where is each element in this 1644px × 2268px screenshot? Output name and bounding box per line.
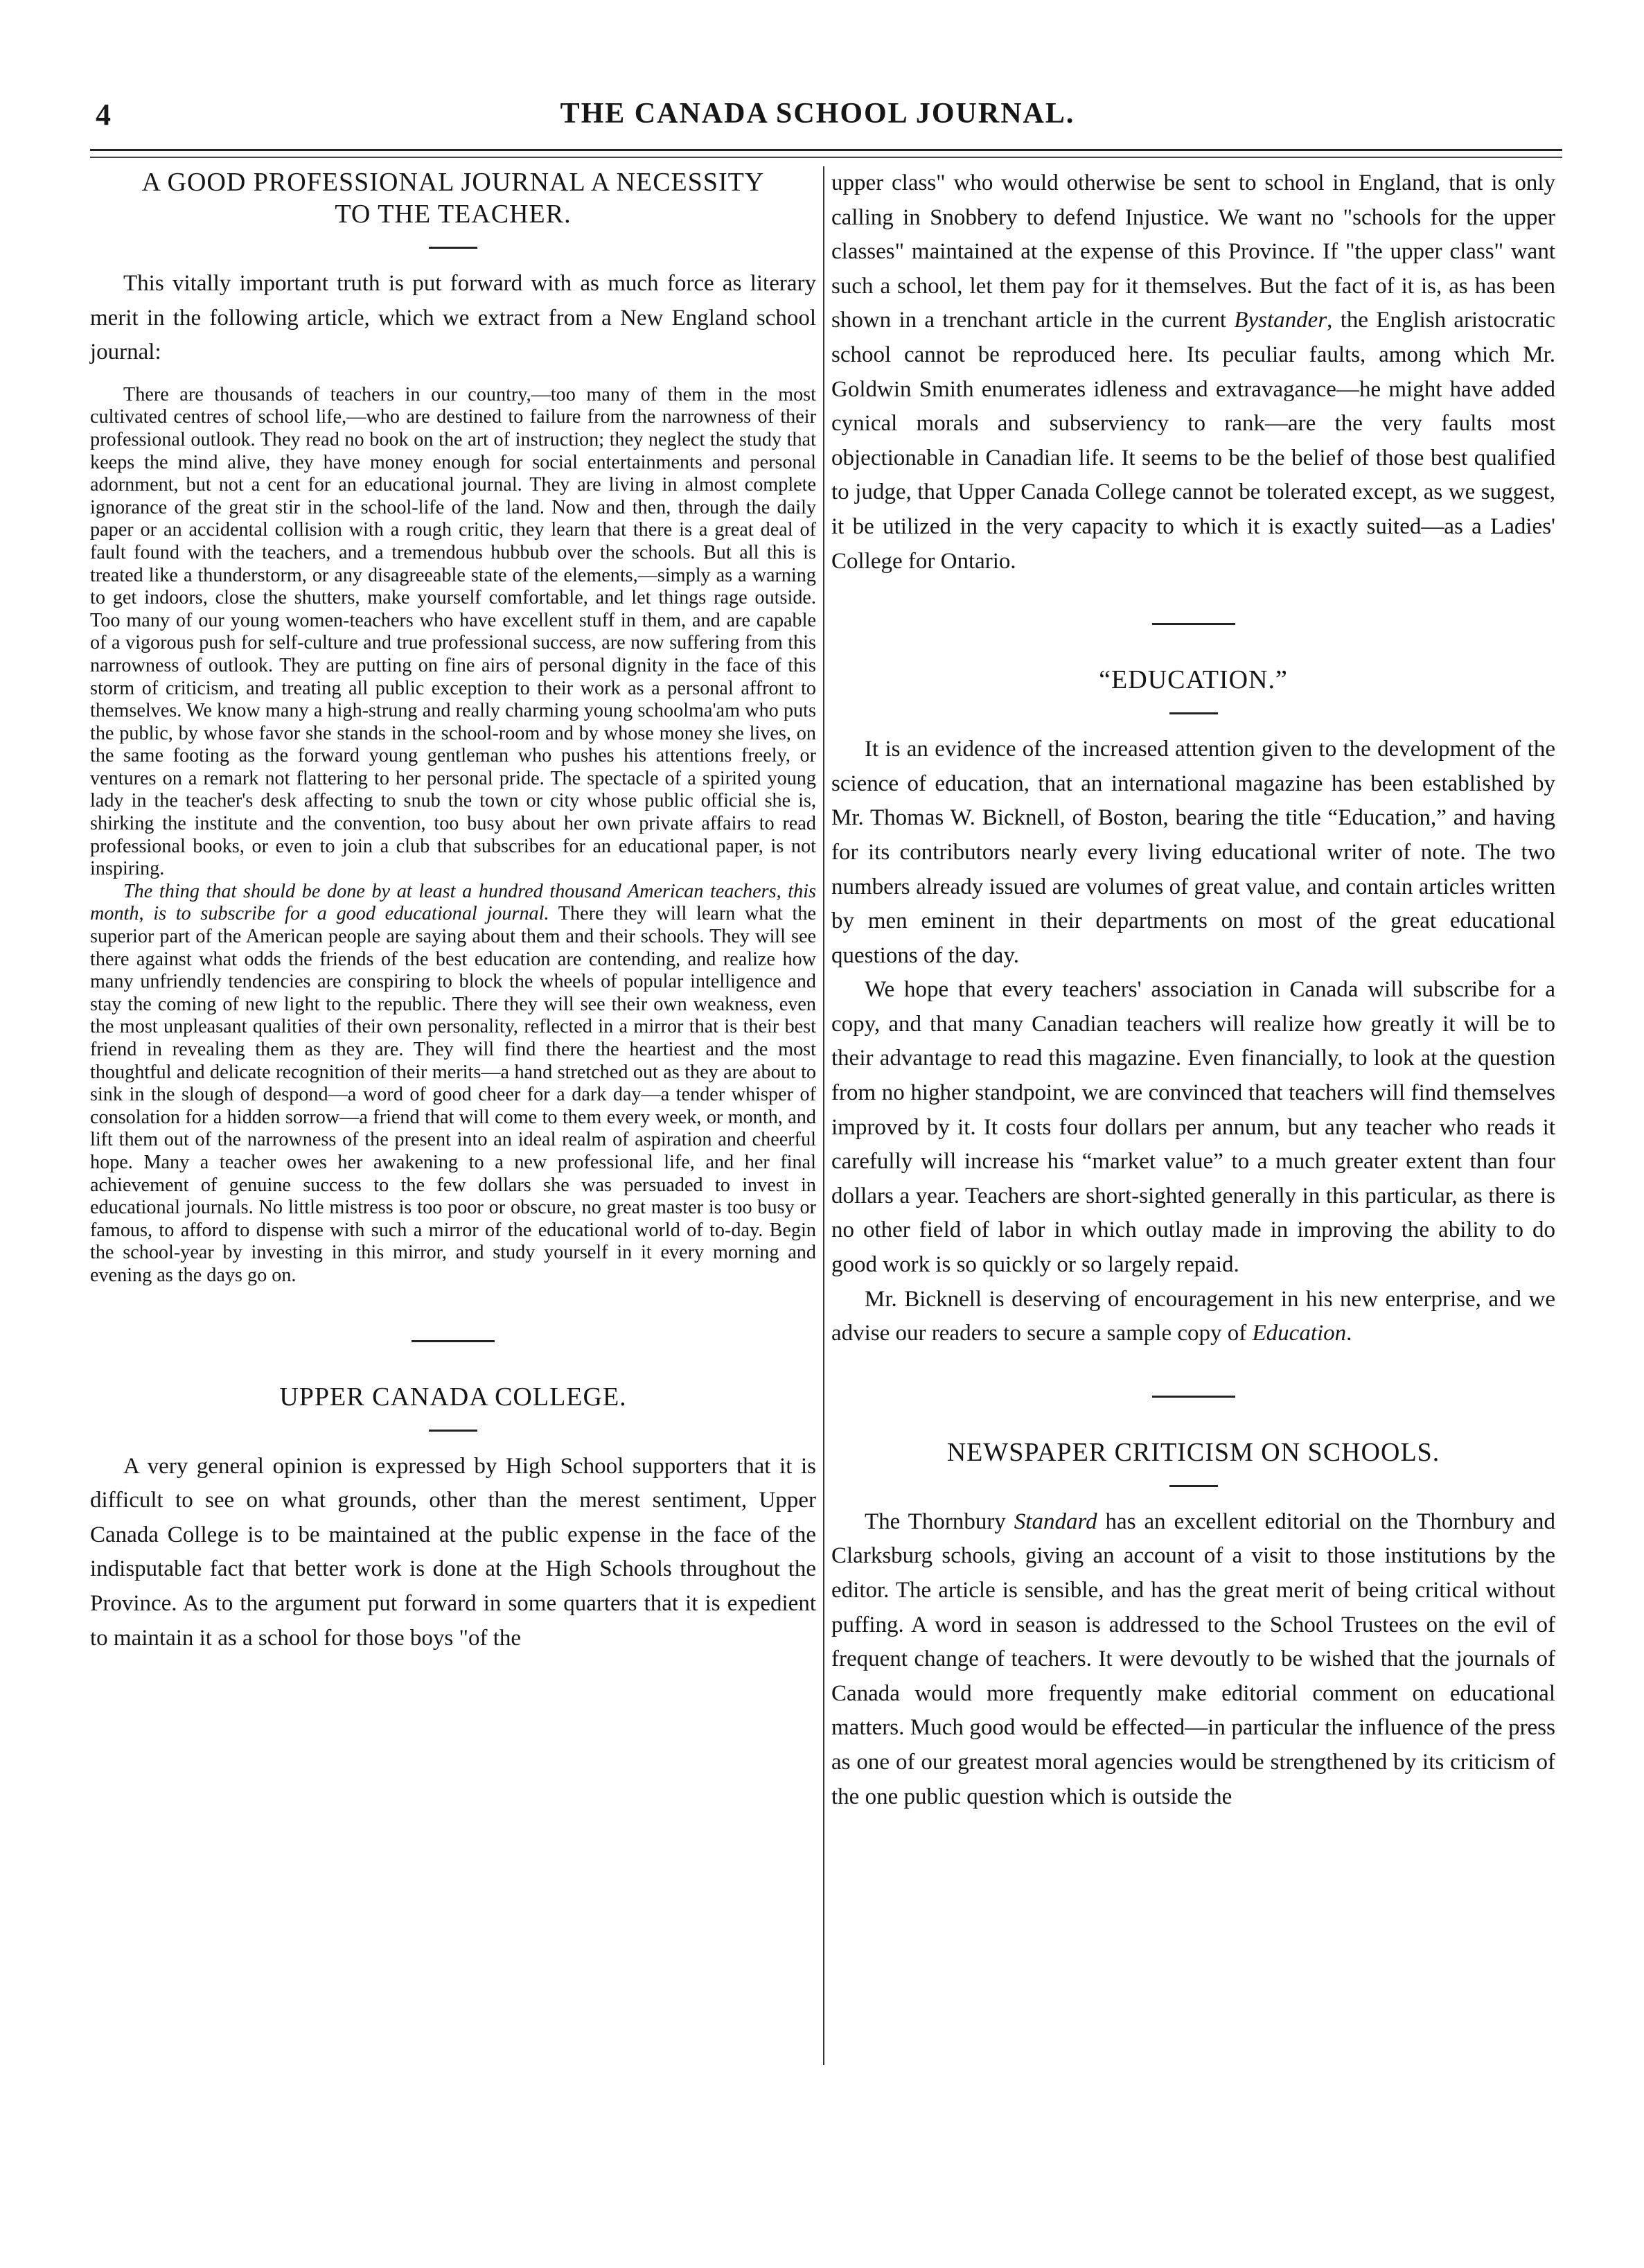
header-rule-secondary: [90, 157, 1562, 158]
italic-emphasis: The thing that should be done by at least a hundred thousand American teachers, this month, is to subscribe for a good educational journal.: [90, 880, 816, 925]
journal-title: THE CANADA SCHOOL JOURNAL.: [560, 98, 1075, 130]
page-number: 4: [96, 98, 111, 132]
title-line-1: A GOOD PROFESSIONAL JOURNAL A NECESSITY: [141, 168, 765, 197]
article-title: NEWSPAPER CRITICISM ON SCHOOLS.: [946, 1437, 1440, 1467]
article-title: [90, 166, 816, 230]
header-rule: [90, 149, 1562, 151]
title-line-2: TO THE TEACHER.: [335, 200, 572, 229]
article-title: UPPER CANADA COLLEGE.: [279, 1382, 627, 1412]
column-divider: [823, 166, 824, 2065]
article-paragraph: The Thornbury Standard has an excellent editorial on the Thornbury and Clarksburg schools, giving an account of a visit to those institutions by the editor. The article is sensible, and has the great merit of being critical without puffing. A word in season is addressed to the School Trustees on the evil of frequent change of teachers. It were devoutly to be wished that the journals of Canada would more frequently make editorial comment on educational matters. Much good would be effected—in particular the influence of the press as one of our greatest moral agencies would be strengthened by its criticism of the one public question which is outside the: [831, 1509, 1555, 1809]
title-rule: [1169, 712, 1218, 714]
article-intro: This vitally important truth is put forward with as much force as literary merit in the following article, which we extract from a New England school journal:: [90, 271, 816, 365]
article-title: “EDUCATION.”: [1099, 665, 1288, 695]
page-header: [69, 97, 1566, 141]
article-professional-journal: [90, 166, 816, 1287]
article-paragraph: We hope that every teachers' association in Canada will subscribe for a copy, and that many Canadian teachers will realize how greatly it will be to their advantage to read this magazine. Even financially, to look at the question from no higher standpoint, we are convinced that teachers will find themselves improved by it. It costs four dollars per annum, but any teacher who reads it carefully will increase his “market value” to a much greater extent than four dollars a year. Teachers are short-sighted generally in this particular, as there is no other field of labor in which outlay made in improving the ability to do good work is so quickly or so largely repaid.: [831, 977, 1555, 1278]
article-upper-canada-college: [90, 1381, 816, 1656]
article-newspaper-criticism: [831, 1436, 1555, 1814]
article-paragraph: A very general opinion is expressed by High School supporters that it is difficult to see on what grounds, other than the merest sentiment, Upper Canada College is to be maintained at the public expense in the face of the indisputable fact that better work is done at the High Schools throughout the Province. As to the argument put forward in some quarters that it is expedient to maintain it as a school for those boys "of the: [90, 1453, 816, 1651]
quoted-paragraph: The thing that should be done by at least a hundred thousand American teachers, this month, is to subscribe for a good educational journal. There they will learn what the superior part of the American people are saying about them and their schools. They will see there against what odds the friends of the best education are contending, and realize how many unfriendly tendencies are conspiring to block the wheels of popular intelligence and stay the coming of new light to the republic. There they will see their own weakness, even the most unpleasant qualities of their own personality, reflected in a mirror that is their best friend in revealing them as they are. They will find there the heartiest and the most thoughtful and delicate recognition of their merits—a hand stretched out as they are about to sink in the slough of despond—a word of good cheer for a dark day—a tender whisper of consolation for a hidden sorrow—a friend that will come to them every week, or month, and lift them out of the narrowness of the present into an ideal realm of aspiration and cheerful hope. Many a teacher owes her awakening to a new professional life, and her final achievement of genuine success to the few dollars she was persuaded to invest in educational journals. No little mistress is too poor or obscure, no great master is too busy or famous, to afford to dispense with such a mirror of the educational world of to-day. Begin the school-year by investing in this mirror, and study yourself in it every morning and evening as the days go on.: [90, 880, 816, 1286]
title-rule: [429, 247, 477, 249]
italic-publication: Standard: [1014, 1509, 1097, 1534]
article-education: [831, 664, 1555, 1351]
article-paragraph: It is an evidence of the increased attention given to the development of the science of education, that an international magazine has been established by Mr. Thomas W. Bicknell, of Boston, bearing the title “Education,” and having for its contributors nearly every living educational writer of note. The two numbers already issued are volumes of great value, and contain articles written by men eminent in their departments on most of the great educational questions of the day.: [831, 737, 1555, 968]
left-column: [90, 166, 816, 1655]
article-paragraph: Mr. Bicknell is deserving of encouragement in his new enterprise, and we advise our readers to secure a sample copy of Education.: [831, 1286, 1555, 1346]
article-continuation: upper class" who would otherwise be sent to school in England, that is only calling in Snobbery to defend Injustice. We want no "schools for the upper classes" maintained at the expense of this Province. If "the upper class" want such a school, let them pay for it themselves. But the fact of it is, as has been shown in a trenchant article in the current Bystander, the English aristocratic school cannot be reproduced here. Its peculiar faults, among which Mr. Goldwin Smith enumerates idleness and extravagance—he might have added cynical morals and subserviency to rank—are the very faults most objectionable in Canadian life. It seems to be the belief of those best qualified to judge, that Upper Canada College cannot be tolerated except, as we suggest, it be utilized in the very capacity to which it is exactly suited—as a Ladies' College for Ontario.: [831, 170, 1555, 574]
right-column: [831, 166, 1555, 1814]
italic-publication: Bystander: [1234, 308, 1327, 333]
quoted-paragraph: There are thousands of teachers in our country,—too many of them in the most cultivated centres of school life,—who are destined to failure from the narrowness of their professional outlook. They read no book on the art of instruction; they neglect the study that keeps the mind alive, they have money enough for social entertainments and personal adornment, but not a cent for an educational journal. They are living in almost complete ignorance of the great stir in the school-life of the land. Now and then, through the daily paper or an accidental collision with a rough critic, they learn that there is a great deal of fault found with the teachers, and a tremendous hubbub over the schools. But all this is treated like a thunderstorm, or any disagreeable state of the elements,—simply as a warning to get indoors, close the shutters, make yourself comfortable, and let things rage outside. Too many of our young women-teachers who have excellent stuff in them, and are capable of a vigorous push for self-culture and true professional success, are now suffering from this narrowness of outlook. They are putting on fine airs of personal dignity in the face of this storm of criticism, and treating all public exception to their work as a personal affront to themselves. We know many a high-strung and really charming young schoolma'am who puts the public, by whose favor she stands in the school-room and by whose money she lives, on the same footing as the forward young gentleman who pushes his attentions freely, or ventures on a remark not flattering to her personal pride. The spectacle of a spirited young lady in the teacher's desk affecting to snub the town or city whose public official she is, shirking the institute and the convention, too busy about her own private affairs to read professional books, or even to join a club that subscribes for an educational paper, is not inspiring.: [90, 383, 816, 880]
title-rule: [1169, 1485, 1218, 1487]
title-rule: [429, 1430, 477, 1432]
italic-publication: Education: [1252, 1321, 1347, 1346]
